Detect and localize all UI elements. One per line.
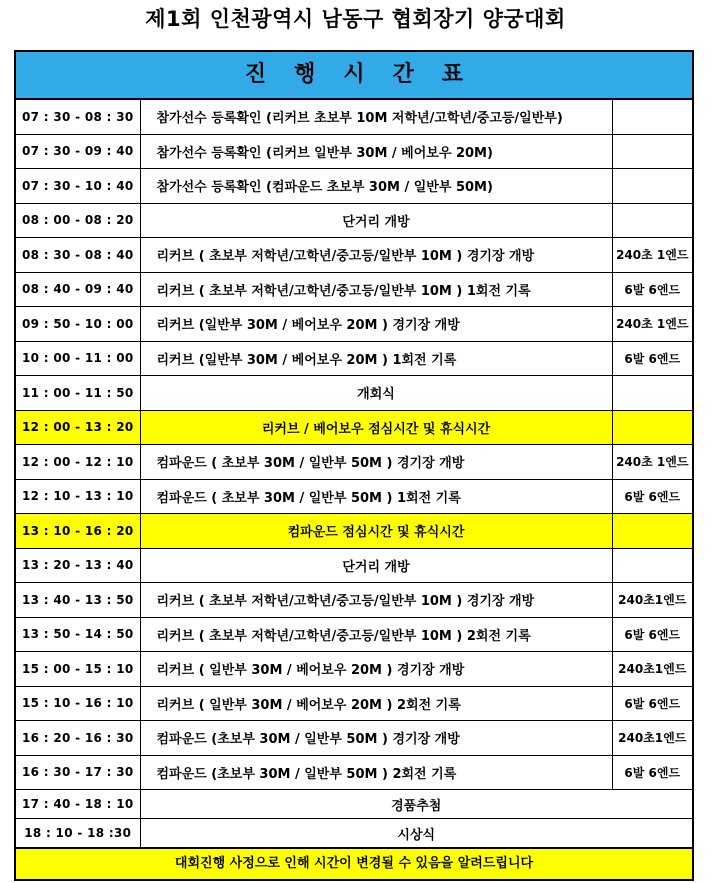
time-cell: 08 : 40 - 09 : 40 xyxy=(16,272,140,307)
format-cell: 6발 6엔드 xyxy=(612,272,692,307)
schedule-row xyxy=(16,410,692,445)
event-cell: 리커브 ( 초보부 저학년/고학년/중고등/일반부 10M ) 경기장 개방 xyxy=(140,238,612,273)
schedule-row xyxy=(16,169,692,204)
time-cell: 13 : 40 - 13 : 50 xyxy=(16,583,140,618)
event-cell: 참가선수 등록확인 (리커브 초보부 10M 저학년/고학년/중고등/일반부) xyxy=(140,100,612,134)
event-cell: 리커브 ( 일반부 30M / 베어보우 20M ) 경기장 개방 xyxy=(140,652,612,687)
time-cell: 08 : 00 - 08 : 20 xyxy=(16,203,140,238)
time-cell: 15 : 10 - 16 : 10 xyxy=(16,686,140,721)
format-cell xyxy=(612,514,692,549)
schedule-row xyxy=(16,134,692,169)
format-cell xyxy=(612,100,692,134)
time-cell: 07 : 30 - 08 : 30 xyxy=(16,100,140,134)
format-cell xyxy=(612,203,692,238)
schedule-row xyxy=(16,479,692,514)
event-cell: 리커브 (일반부 30M / 베어보우 20M ) 1회전 기록 xyxy=(140,341,612,376)
format-cell: 240초1엔드 xyxy=(612,652,692,687)
event-cell: 컴파운드 ( 초보부 30M / 일반부 50M ) 경기장 개방 xyxy=(140,445,612,480)
format-cell: 240초 1엔드 xyxy=(612,307,692,342)
schedule-row xyxy=(16,652,692,687)
format-cell xyxy=(612,376,692,411)
schedule-row xyxy=(16,514,692,549)
format-cell: 6발 6엔드 xyxy=(612,479,692,514)
time-cell: 10 : 00 - 11 : 00 xyxy=(16,341,140,376)
schedule-row xyxy=(16,445,692,480)
schedule-row xyxy=(16,376,692,411)
schedule-row xyxy=(16,548,692,583)
event-cell: 리커브 ( 일반부 30M / 베어보우 20M ) 2회전 기록 xyxy=(140,686,612,721)
event-cell: 리커브 ( 초보부 저학년/고학년/중고등/일반부 10M ) 2회전 기록 xyxy=(140,617,612,652)
event-cell: 참가선수 등록확인 (리커브 일반부 30M / 베어보우 20M) xyxy=(140,134,612,169)
schedule-row xyxy=(16,721,692,756)
schedule-row xyxy=(16,790,692,819)
time-cell: 16 : 20 - 16 : 30 xyxy=(16,721,140,756)
event-cell: 컴파운드 점심시간 및 휴식시간 xyxy=(140,514,612,549)
schedule-row xyxy=(16,341,692,376)
time-cell: 15 : 00 - 15 : 10 xyxy=(16,652,140,687)
event-cell: 참가선수 등록확인 (컴파운드 초보부 30M / 일반부 50M) xyxy=(140,169,612,204)
format-cell: 240초1엔드 xyxy=(612,721,692,756)
event-cell: 리커브 ( 초보부 저학년/고학년/중고등/일반부 10M ) 경기장 개방 xyxy=(140,583,612,618)
event-cell: 컴파운드 (초보부 30M / 일반부 50M ) 2회전 기록 xyxy=(140,755,612,790)
schedule-row xyxy=(16,686,692,721)
format-cell xyxy=(612,410,692,445)
schedule-table xyxy=(16,100,692,848)
event-cell: 단거리 개방 xyxy=(140,548,612,583)
page-title: 제1회 인천광역시 남동구 협회장기 양궁대회 xyxy=(145,7,566,31)
format-cell: 240초 1엔드 xyxy=(612,238,692,273)
event-cell: 리커브 (일반부 30M / 베어보우 20M ) 경기장 개방 xyxy=(140,307,612,342)
time-cell: 12 : 00 - 12 : 10 xyxy=(16,445,140,480)
format-cell: 240초 1엔드 xyxy=(612,445,692,480)
format-cell: 6발 6엔드 xyxy=(612,686,692,721)
format-cell: 6발 6엔드 xyxy=(612,617,692,652)
schedule-row xyxy=(16,203,692,238)
schedule-row xyxy=(16,238,692,273)
time-cell: 17 : 40 - 18 : 10 xyxy=(16,790,140,819)
time-cell: 07 : 30 - 09 : 40 xyxy=(16,134,140,169)
time-cell: 08 : 30 - 08 : 40 xyxy=(16,238,140,273)
format-cell xyxy=(612,134,692,169)
format-cell xyxy=(612,548,692,583)
event-cell: 리커브 ( 초보부 저학년/고학년/중고등/일반부 10M ) 1회전 기록 xyxy=(140,272,612,307)
time-cell: 12 : 00 - 13 : 20 xyxy=(16,410,140,445)
schedule-row xyxy=(16,100,692,134)
event-cell: 컴파운드 (초보부 30M / 일반부 50M ) 경기장 개방 xyxy=(140,721,612,756)
event-cell: 경품추첨 xyxy=(140,790,692,819)
time-cell: 18 : 10 - 18 :30 xyxy=(16,819,140,848)
time-cell: 11 : 00 - 11 : 50 xyxy=(16,376,140,411)
schedule-row xyxy=(16,755,692,790)
event-cell: 단거리 개방 xyxy=(140,203,612,238)
schedule-header: 진행시간표 xyxy=(16,52,692,100)
schedule-row xyxy=(16,583,692,618)
time-cell: 09 : 50 - 10 : 00 xyxy=(16,307,140,342)
event-cell: 컴파운드 ( 초보부 30M / 일반부 50M ) 1회전 기록 xyxy=(140,479,612,514)
format-cell xyxy=(612,169,692,204)
time-cell: 13 : 50 - 14 : 50 xyxy=(16,617,140,652)
format-cell: 6발 6엔드 xyxy=(612,755,692,790)
schedule-row xyxy=(16,617,692,652)
time-cell: 12 : 10 - 13 : 10 xyxy=(16,479,140,514)
event-cell: 개회식 xyxy=(140,376,612,411)
time-cell: 16 : 30 - 17 : 30 xyxy=(16,755,140,790)
schedule-row xyxy=(16,307,692,342)
time-cell: 07 : 30 - 10 : 40 xyxy=(16,169,140,204)
format-cell: 6발 6엔드 xyxy=(612,341,692,376)
notice-footer: 대회진행 사정으로 인해 시간이 변경될 수 있음을 알려드립니다 xyxy=(16,848,692,879)
schedule-row xyxy=(16,819,692,848)
format-cell: 240초1엔드 xyxy=(612,583,692,618)
event-cell: 리커브 / 베어보우 점심시간 및 휴식시간 xyxy=(140,410,612,445)
schedule-sheet xyxy=(14,50,694,881)
time-cell: 13 : 20 - 13 : 40 xyxy=(16,548,140,583)
schedule-row xyxy=(16,272,692,307)
time-cell: 13 : 10 - 16 : 20 xyxy=(16,514,140,549)
event-cell: 시상식 xyxy=(140,819,692,848)
